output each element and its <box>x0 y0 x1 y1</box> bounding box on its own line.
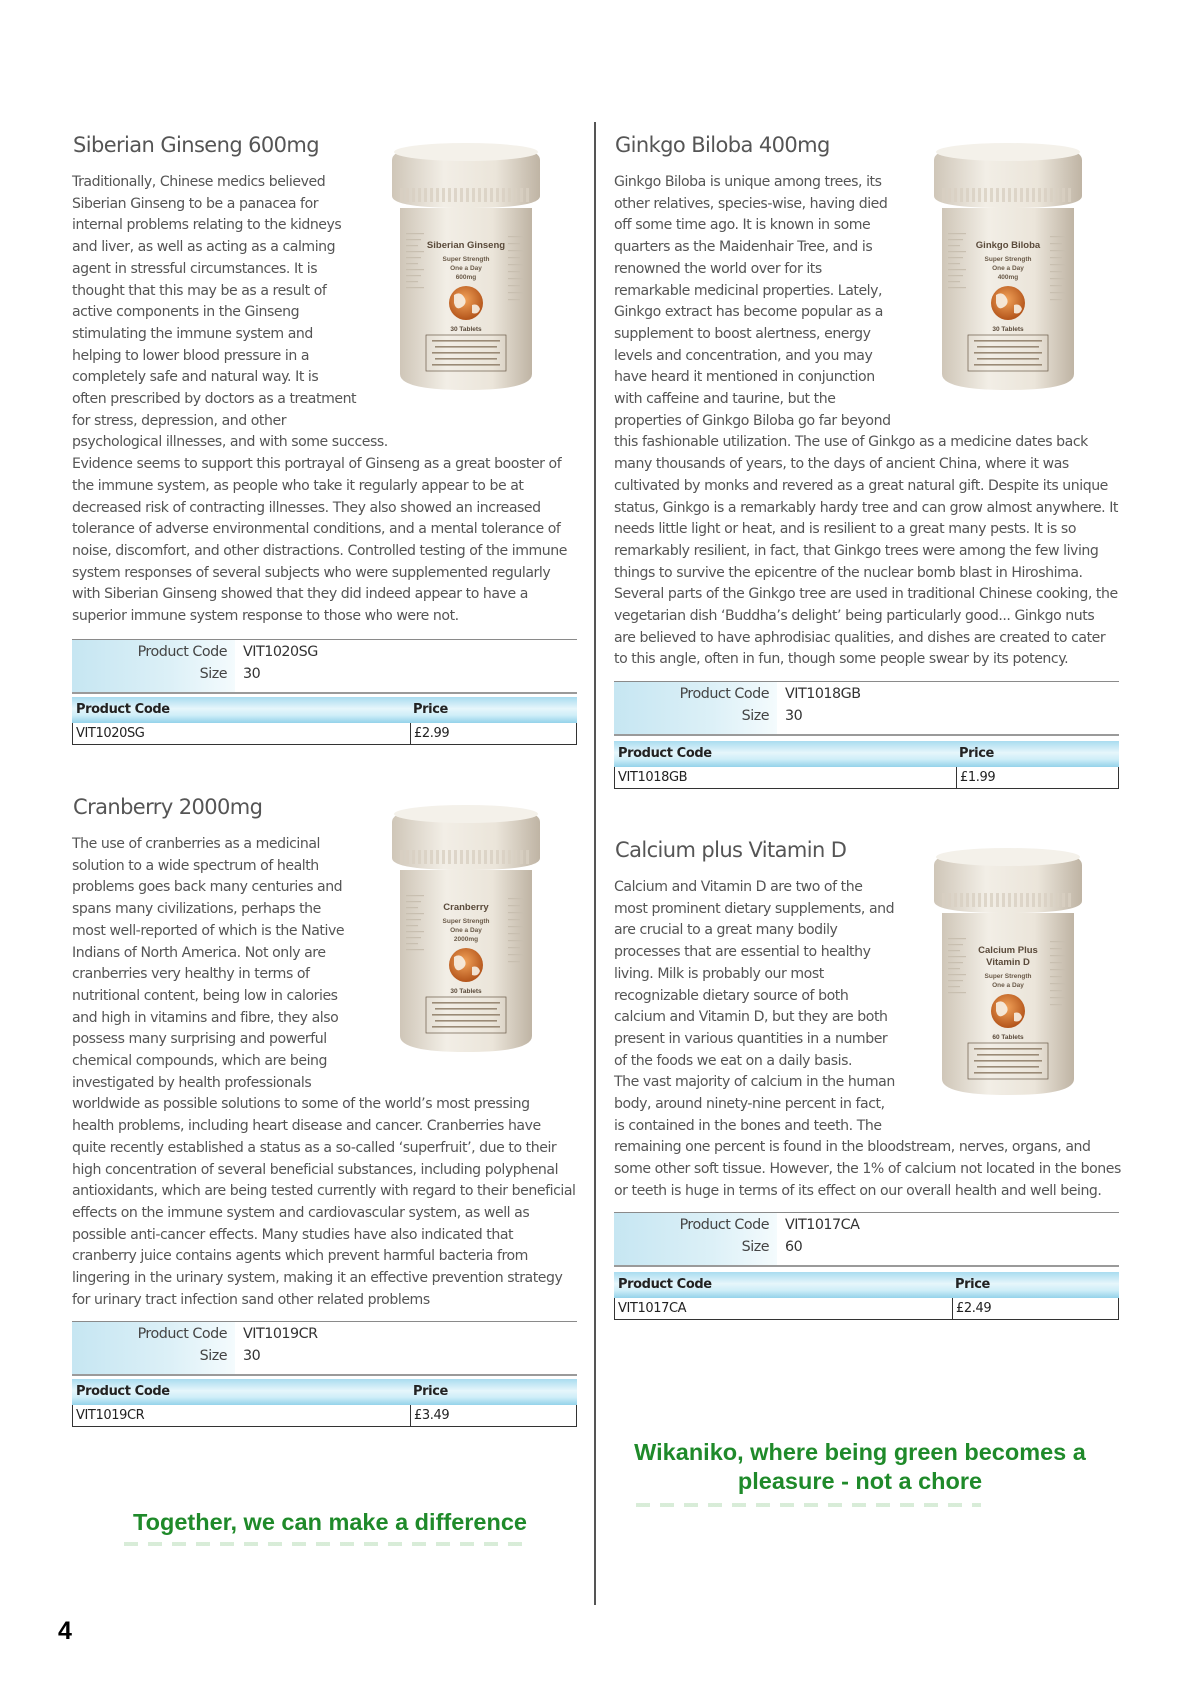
description-line: supplement to boost alertness, energy <box>614 325 871 342</box>
description-line: investigated by health professionals <box>72 1074 312 1091</box>
description-line: recognizable dietary source of both <box>614 987 849 1004</box>
description-line: for urinary tract infection sand other related problems <box>72 1291 430 1308</box>
cell-price: £1.99 <box>960 770 996 785</box>
description-line: off some time ago. It is known in some <box>614 217 871 234</box>
spec-size-value: 30 <box>243 666 261 682</box>
spec-code-value: VIT1020SG <box>243 644 318 660</box>
description-line: of the foods we eat on a daily basis. <box>614 1052 853 1069</box>
cell-product-code: VIT1017CA <box>618 1301 687 1316</box>
jar-illustration <box>386 800 546 1058</box>
description-line: tolerance of adverse environmental conditions, and a mental tolerance of <box>72 521 561 538</box>
spec-code-label: Product Code <box>679 1217 769 1233</box>
spec-size-value: 30 <box>785 708 803 724</box>
spec-code-value: VIT1019CR <box>243 1326 318 1342</box>
description-line: psychological illnesses, and with some success. <box>72 434 388 451</box>
description-line: Ginkgo extract has become popular as a <box>614 304 883 321</box>
price-table-header <box>72 1379 577 1405</box>
description-line: have heard it mentioned in conjunction <box>614 369 875 386</box>
cell-price: £3.49 <box>414 1408 450 1423</box>
description-line: most well-reported of which is the Native <box>72 922 345 939</box>
description-line: processes that are essential to healthy <box>614 944 871 961</box>
cell-product-code: VIT1020SG <box>76 726 145 741</box>
spec-code-label: Product Code <box>137 1326 227 1342</box>
description-line: noise, discomfort, and other distractions. Controlled testing of the immune <box>72 542 567 559</box>
description-line: chemical compounds, which are being <box>72 1053 328 1070</box>
description-line: thought that this may be as a result of <box>72 282 327 299</box>
spec-size-label: Size <box>741 1239 769 1255</box>
description-line: cranberries very healthy in terms of <box>72 966 310 983</box>
header-price: Price <box>413 1384 448 1399</box>
description-line: other relatives, species-wise, having died <box>614 195 888 212</box>
spec-code-value: VIT1017CA <box>785 1217 860 1233</box>
description-line: renowned the world over for its <box>614 260 822 277</box>
cell-product-code: VIT1019CR <box>76 1408 145 1423</box>
jar-label-text: One a Day <box>450 927 482 934</box>
spec-size-value: 60 <box>785 1239 803 1255</box>
price-table <box>614 741 1119 789</box>
jar-label-text: Super Strength <box>984 256 1032 263</box>
description-line: quarters as the Maidenhair Tree, and is <box>614 239 873 256</box>
description-line: quite recently established a status as a so-called ‘superfruit’, due to their <box>72 1139 557 1156</box>
spec-table <box>614 1212 1119 1267</box>
description-line: cranberry juice contains agents which prevent harmful bacteria from <box>72 1248 528 1265</box>
jar-label-text: Calcium Plus <box>978 945 1038 956</box>
description-line: The vast majority of calcium in the human <box>614 1074 895 1091</box>
price-table-header <box>72 697 577 723</box>
price-table <box>72 697 577 745</box>
jar-illustration <box>928 138 1088 396</box>
jar-illustration <box>386 138 546 396</box>
description-line: for stress, depression, and other <box>72 412 287 429</box>
description-line: The use of cranberries as a medicinal <box>72 836 321 852</box>
slogan-left-reflection <box>124 1542 524 1546</box>
jar-label-text: One a Day <box>992 982 1024 989</box>
jar-label-text: Siberian Ginseng <box>426 240 506 251</box>
description-line: completely safe and natural way. It is <box>72 369 319 386</box>
jar-tablet-count: 60 Tablets <box>992 1034 1024 1041</box>
description-line: nutritional content, being low in calories <box>72 987 338 1004</box>
spec-size-label: Size <box>741 708 769 724</box>
product-jar-image <box>386 800 546 1058</box>
description-line: Several parts of the Ginkgo tree are used in traditional Chinese cooking, the <box>614 586 1118 603</box>
description-line: some other soft tissue. However, the 1% of calcium not located in the bones <box>614 1161 1121 1178</box>
description-line: possible anti-cancer effects. Many studies have also indicated that <box>72 1226 514 1243</box>
description-line: most prominent dietary supplements, and <box>614 900 895 917</box>
description-line: is contained in the bones and teeth. The <box>614 1117 882 1134</box>
description-line: status, Ginkgo is a remarkably hardy tree and can grow almost anywhere. It <box>614 499 1119 516</box>
description-line: things to survive the epicentre of the nuclear bomb blast in Hiroshima. <box>614 564 1083 581</box>
header-product-code: Product Code <box>76 702 170 717</box>
header-price: Price <box>413 702 448 717</box>
description-line: the immune system, as people who take it regularly appear to be at <box>72 477 524 494</box>
description-line: high concentration of several beneficial substances, including polyphenal <box>72 1161 559 1178</box>
header-product-code: Product Code <box>76 1384 170 1399</box>
description-line: antioxidants, which are being tested currently with regard to their beneficial <box>72 1183 576 1200</box>
description-line: remarkably resilient, in fact, that Ginkgo trees were among the few living <box>614 542 1099 559</box>
description-line: Ginkgo Biloba is unique among trees, its <box>614 174 882 190</box>
description-line: many thousands of years, to the days of ancient China, where it was <box>614 456 1069 473</box>
table-row <box>72 723 577 745</box>
jar-label-text: Cranberry <box>443 902 489 913</box>
description-line: health problems, including heart disease and cancer. Cranberries have <box>72 1118 541 1135</box>
description-line: with Siberian Ginseng showed that they did indeed appear to have a <box>72 586 528 603</box>
product-jar-image <box>928 138 1088 396</box>
description-line: worldwide as possible solutions to some of the world’s most pressing <box>72 1096 530 1113</box>
description-line: possess many surprising and powerful <box>72 1031 327 1048</box>
description-line: calcium and Vitamin D, but they are both <box>614 1009 888 1026</box>
product-title: Cranberry 2000mg <box>73 795 263 819</box>
header-price: Price <box>959 746 994 761</box>
jar-label-text: Vitamin D <box>986 957 1030 968</box>
description-line: spans many civilizations, perhaps the <box>72 901 321 918</box>
description-line: stimulating the immune system and <box>72 325 313 342</box>
description-line: this fashionable utilization. The use of Ginkgo as a medicine dates back <box>614 434 1088 451</box>
price-table <box>72 1379 577 1427</box>
jar-illustration <box>928 843 1088 1101</box>
header-product-code: Product Code <box>618 746 712 761</box>
description-line: and high in vitamins and fibre, they also <box>72 1009 339 1026</box>
price-table-header <box>614 741 1119 767</box>
description-line: vegetarian dish ‘Buddha’s delight’ being particularly good... Ginkgo nuts <box>614 608 1095 625</box>
description-line: decreased risk of contracting illnesses. They also showed an increased <box>72 499 541 516</box>
cell-product-code: VIT1018GB <box>618 770 688 785</box>
description-line: Calcium and Vitamin D are two of the <box>614 879 863 895</box>
slogan-right-reflection <box>636 1503 981 1507</box>
jar-label-text: 2000mg <box>453 936 479 943</box>
description-line: remarkable medicinal properties. Lately, <box>614 282 883 299</box>
description-line: often prescribed by doctors as a treatment <box>72 391 357 408</box>
table-row <box>72 1405 577 1427</box>
jar-label-text: 600mg <box>455 274 477 281</box>
slogan-right: Wikaniko, where being green becomes a pleasure - not a chore <box>634 1439 1086 1494</box>
description-line: problems goes back many centuries and <box>72 879 343 896</box>
product-jar-image <box>386 138 546 396</box>
price-table-header <box>614 1272 1119 1298</box>
description-line: agent in stressful circumstances. It is <box>72 260 318 277</box>
jar-label-text: Ginkgo Biloba <box>975 240 1041 251</box>
description-line: system responses of several subjects who were supplemented regularly <box>72 564 551 581</box>
description-line: superior immune system response to those who were not. <box>72 608 459 625</box>
header-price: Price <box>955 1277 990 1292</box>
jar-tablet-count: 30 Tablets <box>450 326 482 333</box>
jar-label-text: One a Day <box>992 265 1024 272</box>
page-number: 4 <box>58 1617 72 1645</box>
description-line: cultivated by monks and revered as a great natural gift. Despite its unique <box>614 477 1108 494</box>
price-table <box>614 1272 1119 1320</box>
description-line: lingering in the urinary system, making it an effective prevention strategy <box>72 1270 563 1287</box>
jar-label-text: One a Day <box>450 265 482 272</box>
description-line: and liver, as well as acting as a calming <box>72 239 336 256</box>
description-line: active components in the Ginseng <box>72 304 300 321</box>
jar-label-text: Super Strength <box>442 256 490 263</box>
spec-code-label: Product Code <box>137 644 227 660</box>
description-line: solution to a wide spectrum of health <box>72 857 319 874</box>
spec-table <box>614 681 1119 736</box>
description-line: needs little light or heat, and is resilient to a great many pests. It is so <box>614 521 1076 538</box>
product-title: Calcium plus Vitamin D <box>615 838 847 862</box>
description-line: levels and concentration, and you may <box>614 347 873 364</box>
description-line: effects on the immune system and cardiovascular system, as well as <box>72 1204 530 1221</box>
spec-code-value: VIT1018GB <box>785 686 861 702</box>
description-line: to this angle, often in fun, though some people swear by its potency. <box>614 651 1069 668</box>
product-title: Siberian Ginseng 600mg <box>73 133 319 157</box>
jar-label-text: Super Strength <box>442 918 490 925</box>
description-line: body, around ninety-nine percent in fact, <box>614 1096 885 1113</box>
header-product-code: Product Code <box>618 1277 712 1292</box>
jar-label-text: Super Strength <box>984 973 1032 980</box>
product-jar-image <box>928 843 1088 1101</box>
description-line: with caffeine and taurine, but the <box>614 391 836 408</box>
description-line: helping to lower blood pressure in a <box>72 347 310 364</box>
description-line: are crucial to a great many bodily <box>614 922 838 939</box>
column-divider <box>594 122 596 1605</box>
description-line: or teeth is huge in terms of its effect on our overall health and well being. <box>614 1182 1102 1199</box>
description-line: Evidence seems to support this portrayal of Ginseng as a great booster of <box>72 456 562 473</box>
spec-table <box>72 1321 577 1376</box>
spec-code-label: Product Code <box>679 686 769 702</box>
description-line: present in various quantities in a number <box>614 1030 888 1047</box>
jar-label-text: 400mg <box>997 274 1019 281</box>
spec-table <box>72 639 577 694</box>
description-line: are believed to have aphrodisiac qualities, and dishes are created to cater <box>614 629 1106 646</box>
jar-tablet-count: 30 Tablets <box>992 326 1024 333</box>
description-line: Indians of North America. Not only are <box>72 944 326 961</box>
description-line: properties of Ginkgo Biloba go far beyond <box>614 412 891 429</box>
product-title: Ginkgo Biloba 400mg <box>615 133 830 157</box>
table-row <box>614 767 1119 789</box>
description-line: Siberian Ginseng to be a panacea for <box>72 195 319 212</box>
description-line: internal problems relating to the kidneys <box>72 217 342 234</box>
cell-price: £2.49 <box>956 1301 992 1316</box>
description-line: remaining one percent is found in the bloodstream, nerves, organs, and <box>614 1139 1091 1156</box>
description-line: Traditionally, Chinese medics believed <box>72 174 326 190</box>
table-row <box>614 1298 1119 1320</box>
cell-price: £2.99 <box>414 726 450 741</box>
spec-size-label: Size <box>199 1348 227 1364</box>
spec-size-value: 30 <box>243 1348 261 1364</box>
slogan-left: Together, we can make a difference <box>133 1509 527 1535</box>
spec-size-label: Size <box>199 666 227 682</box>
jar-tablet-count: 30 Tablets <box>450 988 482 995</box>
description-line: living. Milk is probably our most <box>614 965 824 982</box>
